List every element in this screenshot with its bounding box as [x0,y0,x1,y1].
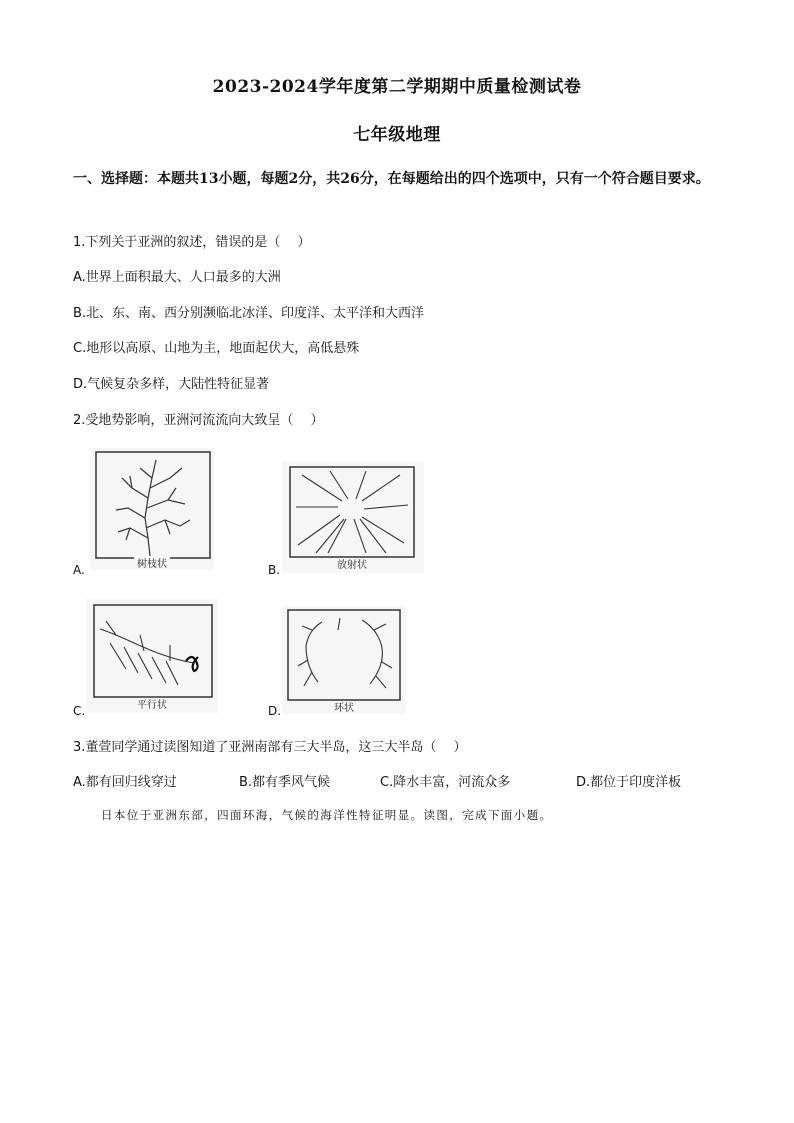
figure-c-caption: 平行状 [137,700,167,711]
figure-a-dendritic-river [90,448,214,570]
figure-b-drawing [282,461,424,573]
figure-a-drawing [90,448,214,570]
figure-c-parallel-river [86,599,218,713]
question-1-option-a: A.世界上面积最大、人口最多的大洲 [73,270,281,285]
figure-a-letter: A. [73,563,85,577]
figure-d-drawing [282,606,406,714]
question-1-option-b: B.北、东、南、西分别濒临北冰洋、印度洋、太平洋和大西洋 [73,306,425,321]
figure-b-letter: B. [268,563,281,577]
figure-b-radial-river [282,461,424,573]
figure-c-letter: C. [73,704,86,718]
question-3-option-c: C.降水丰富，河流众多 [380,775,511,790]
question-1-stem: 1.下列关于亚洲的叙述，错误的是（ ） [73,235,311,250]
question-3-option-d: D.都位于印度洋板 [576,775,682,790]
question-2-stem: 2.受地势影响，亚洲河流流向大致呈（ ） [73,413,324,428]
figure-a-caption: 树枝状 [137,559,167,570]
section-heading: 一、选择题：本题共13小题，每题2分，共26分，在每题给出的四个选项中，只有一个符合题目要求。 [73,171,710,187]
exam-subject: 七年级地理 [353,125,441,145]
reading-passage: 日本位于亚洲东部，四面环海，气候的海洋性特征明显。读图，完成下面小题。 [101,808,553,822]
question-1-option-c: C.地形以高原、山地为主，地面起伏大，高低悬殊 [73,341,360,356]
question-1-option-d: D.气候复杂多样，大陆性特征显著 [73,377,270,392]
exam-title: 2023-2024学年度第二学期期中质量检测试卷 [212,77,582,97]
figure-d-letter: D. [268,704,282,718]
question-3-stem: 3.董萱同学通过读图知道了亚洲南部有三大半岛，这三大半岛（ ） [73,740,467,755]
question-3-option-b: B.都有季风气候 [239,775,331,790]
question-3-option-a: A.都有回归线穿过 [73,775,177,790]
figure-d-annular-river [282,606,406,714]
figure-d-caption: 环状 [334,703,354,714]
figure-b-caption: 放射状 [337,560,367,571]
figure-c-drawing [86,599,218,713]
